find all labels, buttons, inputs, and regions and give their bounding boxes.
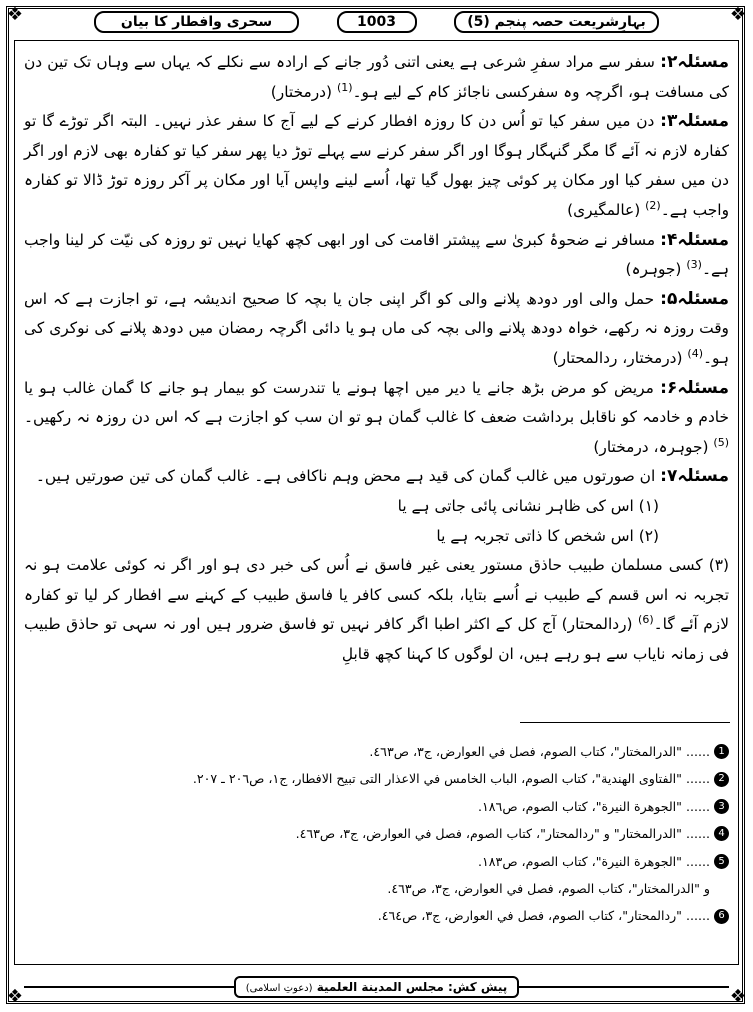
corner-ornament-icon: ❖ bbox=[6, 986, 24, 1007]
footnote-item: 5 ...... "الجوهرة النيرة"، كتاب الصوم، ص١٨٣. bbox=[24, 848, 729, 875]
page-number: 1003 bbox=[337, 11, 417, 33]
footnote-item: 6 ...... "ردالمحتار"، كتاب الصوم، فصل في العوارض، ج٣، ص٤٦٤. bbox=[24, 902, 729, 929]
publisher-box: پیش کش: مجلس المدينة العلمية (دعوتِ اسلامی) bbox=[234, 976, 520, 998]
masala-4: مسئلہ۴: مسافر نے ضحوۂ کبریٰ سے پیشتر اقامت کی اور ابھی کچھ کھایا نہیں تو روزہ کی نیّت کر لینا واجب ہے۔$^{(3)}$ (جوہرہ) bbox=[24, 229, 729, 279]
sub-item-2: (۲) اس شخص کا ذاتی تجربہ ہے یا bbox=[436, 526, 659, 545]
masala-3: مسئلہ۳: دن میں سفر کیا تو اُس دن کا روزہ افطار کرنے کے لیے آج کا سفر عذر نہیں۔ البتہ اگر توڑے گا تو کفارہ لازم نہ آئے گا مگر گنہگار ہوگا اور اگر سفر کرنے سے پہلے توڑ دیا پھر سفر کیا تو کفارہ بھی لازم اور اگر دن میں سفر کیا اور مکان پر کوئی چیز بھول گیا تھا، اُسے لینے واپس آیا اور مکان پر آکر روزہ توڑ ڈالا تو کفارہ واجب ہے۔$^{(2)}$ (عالمگیری) bbox=[24, 111, 729, 219]
footnotes bbox=[24, 738, 729, 930]
sub-item-1: (۱) اس کی ظاہر نشانی پائی جاتی ہے یا bbox=[397, 496, 659, 515]
sub-item-3: (۳) کسی مسلمان طبیب حاذق مستور یعنی غیر فاسق نے اُس کی خبر دی ہو اور اگر نہ کوئی علامت ہو نہ تجربہ نہ اس قسم کے طبیب نے اُسے بتایا، بلکہ کسی کافر یا فاسق طبیب کے کہنے سے افطار کر لیا تو کفارہ لازم آئے گا۔$^{(6)}$ (ردالمحتار) آج کل کے اکثر اطبا اگر کافر نہیں تو فاسق ضرور ہیں اور نہ سہی تو حاذق طبیب فی زمانہ نایاب سے ہو رہے ہیں، ان لوگوں کا کہنا کچھ قابلِ bbox=[24, 556, 729, 663]
corner-ornament-icon: ❖ bbox=[6, 4, 24, 25]
masala-2: مسئلہ۲: سفر سے مراد سفرِ شرعی ہے یعنی اتنی دُور جانے کے ارادہ سے نکلے کہ یہاں سے وہاں تک تین دن کی مسافت ہو، اگرچہ وہ سفرکسی ناجائز کام کے لیے ہو۔$^{(1)}$ (درمختار) bbox=[24, 52, 729, 101]
footnote-item: و "الدرالمختار"، كتاب الصوم، فصل في العوارض، ج٣، ص٤٦٣. bbox=[387, 881, 710, 897]
footnote-item: 1 ...... "الدرالمختار"، كتاب الصوم، فصل في العوارض، ج٣، ص٤٦٣. bbox=[24, 738, 729, 765]
masala-6: مسئلہ۶: مریض کو مرض بڑھ جانے یا دیر میں اچھا ہونے یا تندرست کو بیمار ہو جانے کا گمان غالب ہو یا خادم و خادمہ کو ناقابل برداشت ضعف کا غالب گمان ہو تو ان سب کو اجازت ہے کہ اس دن روزہ نہ رکھیں۔$^{(5)}$ (جوہرہ، درمختار) bbox=[24, 377, 729, 456]
main-text bbox=[24, 48, 729, 669]
footnote-separator bbox=[520, 722, 730, 723]
chapter-title: سحری وافطار کا بیان bbox=[94, 11, 299, 33]
footnote-item: 2 ...... "الفتاوى الهندية"، كتاب الصوم، الباب الخامس في الاعذار التى تبيح الافطار، ج١، ص٢٠٦ ـ ٢٠٧. bbox=[24, 765, 729, 792]
corner-ornament-icon: ❖ bbox=[729, 4, 747, 25]
footnote-item: 3 ...... "الجوهرة النيرة"، كتاب الصوم، ص١٨٦. bbox=[24, 793, 729, 820]
page-footer bbox=[0, 972, 753, 1002]
page-header bbox=[14, 6, 739, 38]
book-title: بہارِشریعت حصہ پنجم (5) bbox=[454, 11, 659, 33]
masala-7: مسئلہ۷: ان صورتوں میں غالب گمان کی قید ہے محض وہم ناکافی ہے۔ غالب گمان کی تین صورتیں ہیں۔ bbox=[35, 466, 729, 487]
masala-5: مسئلہ۵: حمل والی اور دودھ پلانے والی کو اگر اپنی جان یا بچہ کا صحیح اندیشہ ہے، تو اجازت ہے کہ اس وقت روزہ نہ رکھے، خواہ دودھ پلانے والی بچہ کی ماں ہو یا دائی اگرچہ رمضان میں دودھ پلانے کی نوکری کی ہو۔$^{(4)}$ (درمختار، ردالمحتار) bbox=[24, 288, 729, 367]
corner-ornament-icon: ❖ bbox=[729, 986, 747, 1007]
footnote-item: 4 ...... "الدرالمختار" و "ردالمحتار"، كتاب الصوم، فصل في العوارض، ج٣، ص٤٦٣. bbox=[24, 820, 729, 847]
